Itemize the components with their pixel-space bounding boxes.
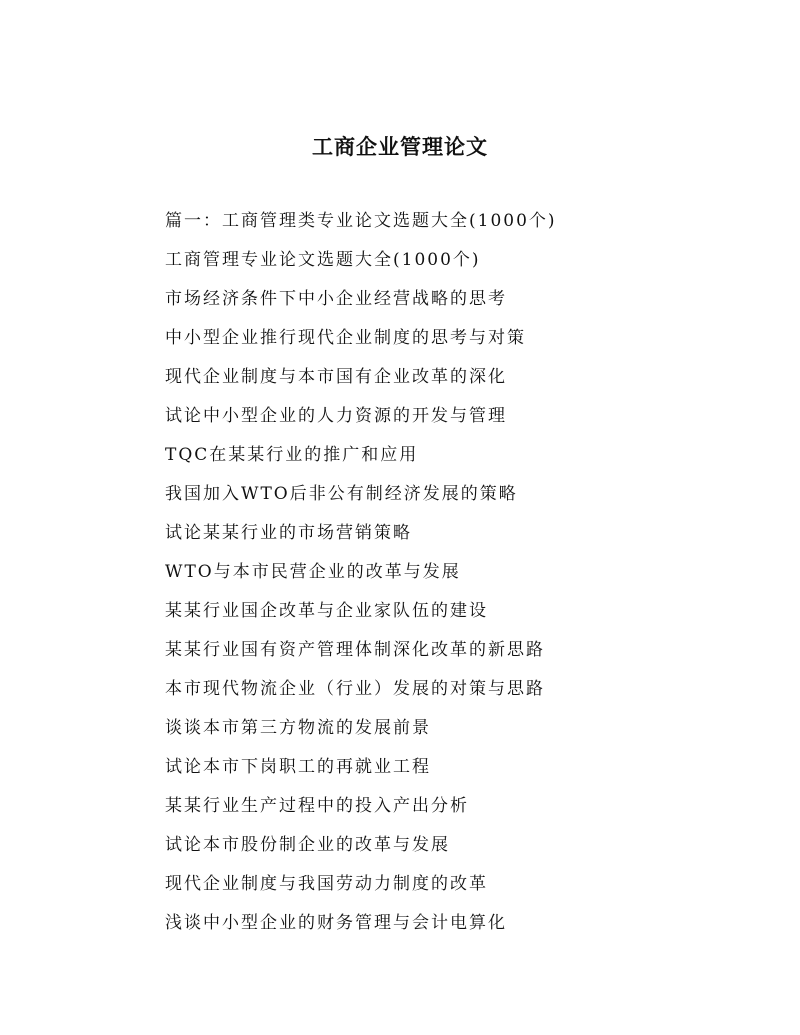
- document-title: 工商企业管理论文: [312, 134, 488, 159]
- topic-line: 试论本市下岗职工的再就业工程: [165, 757, 431, 777]
- topic-line: 试论某某行业的市场营销策略: [165, 523, 412, 543]
- topic-line: 某某行业生产过程中的投入产出分析: [165, 796, 469, 816]
- topic-line: 工商管理专业论文选题大全(1000个): [165, 250, 481, 270]
- topic-line: 现代企业制度与本市国有企业改革的深化: [165, 367, 507, 387]
- topic-line: 试论中小型企业的人力资源的开发与管理: [165, 406, 507, 426]
- topic-line: WTO与本市民营企业的改革与发展: [165, 562, 461, 582]
- topic-line: 本市现代物流企业（行业）发展的对策与思路: [165, 679, 545, 699]
- topic-line: 篇一：工商管理类专业论文选题大全(1000个): [165, 211, 557, 231]
- topic-line: 中小型企业推行现代企业制度的思考与对策: [165, 328, 526, 348]
- topic-line: 我国加入WTO后非公有制经济发展的策略: [165, 484, 518, 504]
- topic-line: 试论本市股份制企业的改革与发展: [165, 835, 450, 855]
- topic-line: 浅谈中小型企业的财务管理与会计电算化: [165, 913, 507, 933]
- topic-list: [165, 205, 765, 946]
- topic-line: 现代企业制度与我国劳动力制度的改革: [165, 874, 488, 894]
- topic-line: 市场经济条件下中小企业经营战略的思考: [165, 289, 507, 309]
- topic-line: TQC在某某行业的推广和应用: [165, 445, 419, 465]
- topic-line: 某某行业国有资产管理体制深化改革的新思路: [165, 640, 545, 660]
- topic-line: 谈谈本市第三方物流的发展前景: [165, 718, 431, 738]
- topic-line: 某某行业国企改革与企业家队伍的建设: [165, 601, 488, 621]
